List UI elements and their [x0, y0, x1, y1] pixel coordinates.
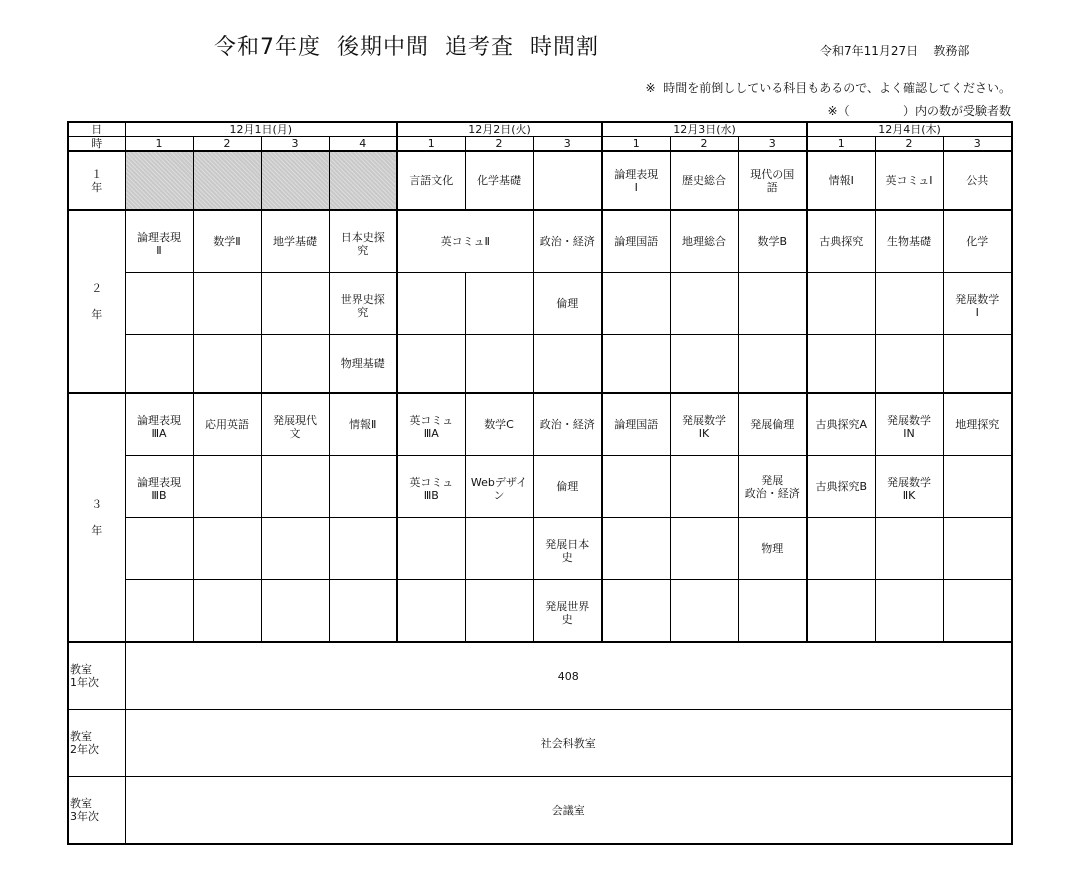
- grade1-label: １ 年: [68, 151, 125, 210]
- period-header: 1: [125, 137, 193, 152]
- note-examinee-count: ※（ ）内の数が受験者数: [827, 104, 1011, 118]
- corner-day-label: 日: [68, 122, 125, 137]
- subject-cell: 倫理: [533, 456, 602, 518]
- subject-cell: 論理表現 ⅢB: [125, 456, 193, 518]
- subject-cell: 生物基礎: [875, 210, 943, 273]
- period-header: 3: [533, 137, 602, 152]
- grade3-label: ３ 年: [68, 393, 125, 642]
- shaded-cell: [125, 151, 193, 210]
- room-label: 教室 2年次: [68, 710, 125, 777]
- period-header: 1: [807, 137, 875, 152]
- subject-cell: 情報Ⅰ: [807, 151, 875, 210]
- subject-cell: 物理基礎: [329, 335, 397, 394]
- room-value: 社会科教室: [125, 710, 1012, 777]
- subject-cell: 数学Ⅱ: [193, 210, 261, 273]
- subject-cell: 発展数学 ⅠK: [670, 393, 738, 456]
- grade2-row: [68, 273, 1012, 335]
- subject-cell: 発展数学 ⅡK: [875, 456, 943, 518]
- day-header: 12月1日(月): [125, 122, 397, 137]
- subject-cell: 世界史探 究: [329, 273, 397, 335]
- subject-cell: 地理探究: [943, 393, 1012, 456]
- period-header: 2: [875, 137, 943, 152]
- subject-cell: 現代の国 語: [738, 151, 807, 210]
- period-header: 3: [261, 137, 329, 152]
- grade3-row: [68, 580, 1012, 643]
- subject-cell: 英コミュⅡ: [397, 210, 533, 273]
- period-header-row: [68, 137, 1012, 152]
- day-header: 12月3日(水): [602, 122, 807, 137]
- period-header: 1: [602, 137, 670, 152]
- grade2-row: [68, 335, 1012, 394]
- subject-cell: 英コミュ ⅢB: [397, 456, 465, 518]
- subject-cell: 論理表現 ⅢA: [125, 393, 193, 456]
- grade1-row: [68, 151, 1012, 210]
- room-value: 会議室: [125, 777, 1012, 845]
- subject-cell: 発展世界 史: [533, 580, 602, 643]
- period-header: 4: [329, 137, 397, 152]
- subject-cell: 応用英語: [193, 393, 261, 456]
- subject-cell: 化学: [943, 210, 1012, 273]
- subject-cell: 数学C: [465, 393, 533, 456]
- corner-period-label: 時: [68, 137, 125, 152]
- room-row: [68, 777, 1012, 845]
- subject-cell: 英コミュ ⅢA: [397, 393, 465, 456]
- subject-cell: [533, 151, 602, 210]
- grade3-row: [68, 456, 1012, 518]
- period-header: 2: [193, 137, 261, 152]
- subject-cell: 論理国語: [602, 210, 670, 273]
- subject-cell: 情報Ⅱ: [329, 393, 397, 456]
- subject-cell: 発展数学 ⅠN: [875, 393, 943, 456]
- date-and-department: 令和7年11月27日 教務部: [820, 44, 970, 58]
- grade2-label: ２ 年: [68, 210, 125, 393]
- grade3-row: [68, 518, 1012, 580]
- period-header: 1: [397, 137, 465, 152]
- subject-cell: 地学基礎: [261, 210, 329, 273]
- room-label: 教室 1年次: [68, 642, 125, 710]
- subject-cell: 古典探究B: [807, 456, 875, 518]
- shaded-cell: [193, 151, 261, 210]
- subject-cell: 倫理: [533, 273, 602, 335]
- subject-cell: 論理国語: [602, 393, 670, 456]
- subject-cell: 発展日本 史: [533, 518, 602, 580]
- subject-cell: 化学基礎: [465, 151, 533, 210]
- period-header: 2: [670, 137, 738, 152]
- room-value: 408: [125, 642, 1012, 710]
- room-row: [68, 710, 1012, 777]
- subject-cell: 数学B: [738, 210, 807, 273]
- subject-cell: 発展数学 Ⅰ: [943, 273, 1012, 335]
- subject-cell: 歴史総合: [670, 151, 738, 210]
- subject-cell: 公共: [943, 151, 1012, 210]
- subject-cell: 論理表現 Ⅱ: [125, 210, 193, 273]
- subject-cell: 政治・経済: [533, 210, 602, 273]
- subject-cell: 発展倫理: [738, 393, 807, 456]
- subject-cell: Webデザイ ン: [465, 456, 533, 518]
- shaded-cell: [329, 151, 397, 210]
- subject-cell: 言語文化: [397, 151, 465, 210]
- subject-cell: 論理表現 Ⅰ: [602, 151, 670, 210]
- subject-cell: 発展 政治・経済: [738, 456, 807, 518]
- day-header: 12月2日(火): [397, 122, 602, 137]
- page-title: 令和7年度 後期中間 追考査 時間割: [214, 35, 599, 60]
- subject-cell: 発展現代 文: [261, 393, 329, 456]
- day-header: 12月4日(木): [807, 122, 1012, 137]
- subject-cell: 古典探究: [807, 210, 875, 273]
- period-header: 3: [738, 137, 807, 152]
- subject-cell: 英コミュⅠ: [875, 151, 943, 210]
- subject-cell: 地理総合: [670, 210, 738, 273]
- shaded-cell: [261, 151, 329, 210]
- room-label: 教室 3年次: [68, 777, 125, 845]
- subject-cell: 日本史探 究: [329, 210, 397, 273]
- timetable: [67, 121, 1013, 845]
- room-row: [68, 642, 1012, 710]
- subject-cell: 物理: [738, 518, 807, 580]
- day-header-row: [68, 122, 1012, 137]
- period-header: 2: [465, 137, 533, 152]
- subject-cell: 古典探究A: [807, 393, 875, 456]
- grade2-row: [68, 210, 1012, 273]
- period-header: 3: [943, 137, 1012, 152]
- subject-cell: 政治・経済: [533, 393, 602, 456]
- note-schedule-changes: ※ 時間を前倒ししている科目もあるので、よく確認してください。: [645, 81, 1011, 95]
- grade3-row: [68, 393, 1012, 456]
